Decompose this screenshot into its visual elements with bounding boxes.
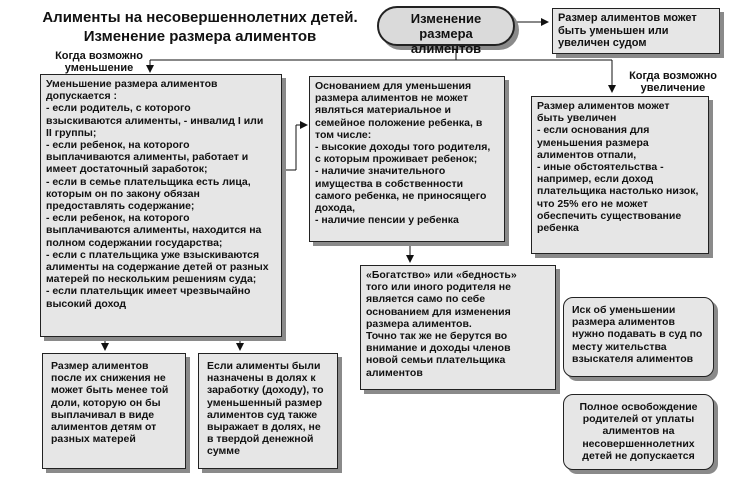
full-release-box: Полное освобождение родителей от уплаты алиментов на несовершеннолетних детей не допускается	[563, 394, 714, 470]
share-income-box: Если алименты были назначены в долях к заработку (доходу), то уменьшенный размер алиментов суд также выражает в долях, не в твердой денежной сумме	[198, 353, 338, 469]
decrease-conditions-box: Уменьшение размера алиментов допускается : - если родитель, с которого взыскиваются алименты, - инвалид I или II группы; - если ребенок, на которого выплачиваются алименты, работает и имеет достаточный заработок; - если в семье плательщика есть лица, которым он по закону обязан предоставлять содержание; - если ребенок, на которого выплачиваются алименты, находится на полном содержании государства; - если с плательщика уже взыскиваются алименты на содержание детей от разных матерей по нескольким решениям суда; - если плательщик имеет чрезвычайно высокий доход	[40, 74, 282, 337]
page-title: Алименты на несовершеннолетних детей. Изменение размера алиментов	[42, 9, 358, 45]
claim-court-box: Иск об уменьшении размера алиментов нужно подавать в суд по месту жительства взыскателя алиментов	[563, 297, 714, 377]
top-right-box: Размер алиментов может быть уменьшен или увеличен судом	[552, 8, 720, 54]
label-increase: Когда возможно увеличение	[629, 70, 717, 94]
wealth-box: «Богатство» или «бедность» того или иного родителя не является само по себе основанием для изменения размера алиментов. Точно так же не берутся во внимание и доходы членов новой семьи плательщика алиментов	[360, 265, 556, 390]
min-share-box: Размер алиментов после их снижения не может быть менее той доли, которую он бы выплачивал в виде алиментов детям от разных матерей	[42, 353, 186, 469]
label-decrease: Когда возможно уменьшение	[55, 50, 143, 74]
center-node: Изменение размера алиментов	[377, 6, 515, 46]
increase-conditions-box: Размер алиментов может быть увеличен - если основания для уменьшения размера алиментов отпали, - иные обстоятельства - например, если доход плательщика настолько низок, что 25% его не может обеспечить существование ребенка	[531, 96, 709, 254]
not-grounds-box: Основанием для уменьшения размера алиментов не может являться материальное и семейное положение ребенка, в том числе: - высокие доходы того родителя, с которым проживает ребенок; - наличие значительного имущества в собственности самого ребенка, не приносящего дохода, - наличие пенсии у ребенка	[309, 76, 505, 242]
